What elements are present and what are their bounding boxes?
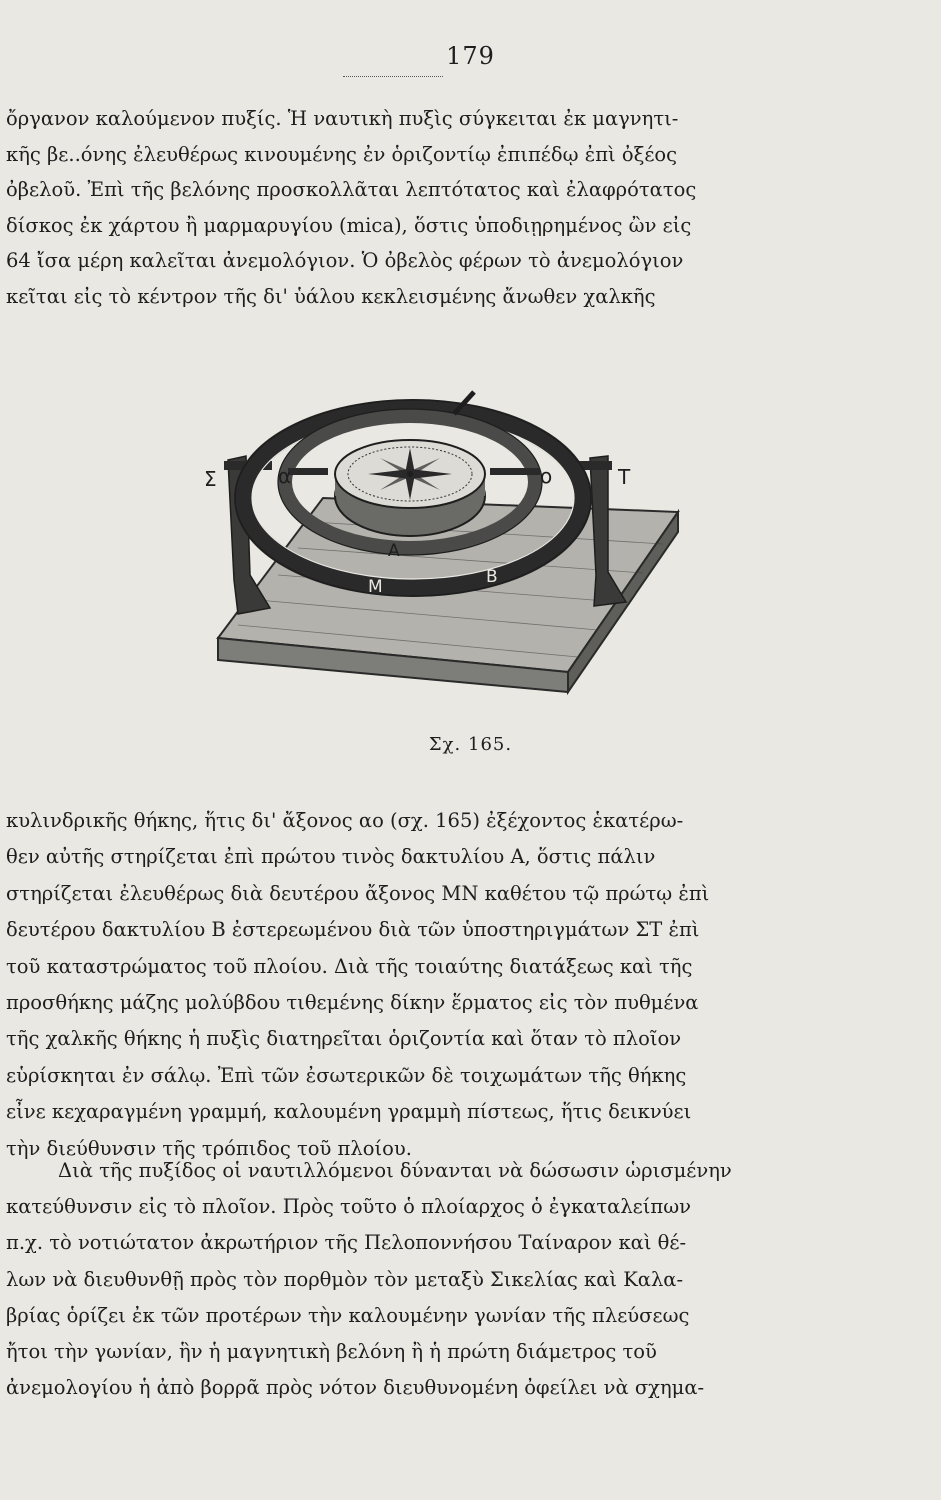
text-line: τοῦ καταστρώματος τοῦ πλοίου. Διὰ τῆς τοιαύτης διατάξεως καὶ τῆς	[6, 954, 693, 978]
figure-caption: Σχ. 165.	[428, 734, 513, 755]
text-line: Διὰ τῆς πυξίδος οἱ ναυτιλλόμενοι δύνανται νὰ δώσωσιν ὡρισμένην	[58, 1159, 732, 1182]
label-ring-b: Β	[486, 567, 498, 587]
text-line: βρίας ὁρίζει ἐκ τῶν προτέρων τὴν καλουμένην γωνίαν τῆς πλεύσεως	[6, 1303, 690, 1327]
label-tau: Τ	[618, 465, 631, 489]
compass-figure	[198, 370, 698, 710]
label-alpha: α	[278, 464, 292, 488]
text-line: π.χ. τὸ νοτιώτατον ἀκρωτήριον τῆς Πελοποννήσου Ταίναρον καὶ θέ-	[6, 1231, 687, 1255]
text-line: ἤτοι τὴν γωνίαν, ἣν ἡ μαγνητικὴ βελόνη ἢ ἡ πρώτη διάμετρος τοῦ	[6, 1339, 657, 1363]
compass-illustration	[198, 370, 698, 710]
paragraph-3	[0, 1153, 941, 1406]
label-omicron: ο	[540, 464, 553, 488]
text-line: 64 ἴσα μέρη καλεῖται ἀνεμολόγιον. Ὁ ὀβελὸς φέρων τὸ ἀνεμολόγιον	[6, 249, 684, 272]
text-line: κατεύθυνσιν εἰς τὸ πλοῖον. Πρὸς τοῦτο ὁ πλοίαρχος ὁ ἐγκαταλείπων	[6, 1195, 691, 1219]
text-line: ὄργανον καλούμενον πυξίς. Ἡ ναυτικὴ πυξὶς σύγκειται ἐκ μαγνητι-	[6, 107, 679, 130]
axis-ao-right	[490, 468, 540, 475]
text-line: κυλινδρικῆς θήκης, ἥτις δι' ἄξονος αο (σχ. 165) ἐξέχοντος ἑκατέρω-	[6, 809, 684, 832]
label-ring-a: Α	[388, 541, 400, 561]
label-sigma: Σ	[204, 467, 217, 491]
text-line: προσθήκης μάζης μολύβδου τιθεμένης δίκην ἕρματος εἰς τὸν πυθμένα	[6, 990, 699, 1014]
text-line: δίσκος ἐκ χάρτου ἢ μαρμαρυγίου (mica), ὅστις ὑποδιῃρημένος ὢν εἰς	[6, 213, 692, 237]
text-line: κεῖται εἰς τὸ κέντρον τῆς δι' ὑάλου κεκλεισμένης ἄνωθεν χαλκῆς	[6, 284, 656, 308]
text-line: θεν αὐτῆς στηρίζεται ἐπὶ πρώτου τινὸς δακτυλίου Α, ὅστις πάλιν	[6, 845, 656, 869]
axis-ao-left	[288, 468, 328, 475]
paragraph-2	[0, 803, 941, 1167]
text-line: στηρίζεται ἐλευθέρως διὰ δευτέρου ἄξονος ΜΝ καθέτου τῷ πρώτῳ ἐπὶ	[6, 881, 710, 905]
text-line: δευτέρου δακτυλίου Β ἐστερεωμένου διὰ τῶν ὑποστηριγμάτων ΣΤ ἐπὶ	[6, 918, 700, 942]
text-line: εὑρίσκηται ἐν σάλῳ. Ἐπὶ τῶν ἐσωτερικῶν δὲ τοιχωμάτων τῆς θήκης	[6, 1063, 687, 1087]
page-number: 179	[446, 42, 495, 70]
label-axis-n: Ν	[478, 386, 490, 404]
page-number-rule	[343, 76, 443, 77]
paragraph-1	[0, 101, 941, 314]
text-line: κῆς βε..όνης ἐλευθέρως κινουμένης ἐν ὁριζοντίῳ ἐπιπέδῳ ἐπὶ ὀξέος	[6, 142, 678, 166]
text-line: λων νὰ διευθυνθῇ πρὸς τὸν πορθμὸν τὸν μεταξὺ Σικελίας καὶ Καλα-	[6, 1267, 684, 1291]
text-line: τῆς χαλκῆς θήκης ἡ πυξὶς διατηρεῖται ὁριζοντία καὶ ὅταν τὸ πλοῖον	[6, 1027, 682, 1051]
text-line: ὀβελοῦ. Ἐπὶ τῆς βελόνης προσκολλᾶται λεπτότατος καὶ ἐλαφρότατος	[6, 178, 697, 201]
text-line: εἶνε κεχαραγμένη γραμμή, καλουμένη γραμμὴ πίστεως, ἥτις δεικνύει	[6, 1100, 692, 1124]
text-line: τὴν διεύθυνσιν τῆς τρόπιδος τοῦ πλοίου.	[6, 1136, 412, 1160]
text-line: ἀνεμολογίου ἡ ἀπὸ βορρᾶ πρὸς νότον διευθυνομένη ὀφείλει νὰ σχημα-	[6, 1376, 705, 1400]
label-axis-m: Μ	[368, 577, 383, 597]
